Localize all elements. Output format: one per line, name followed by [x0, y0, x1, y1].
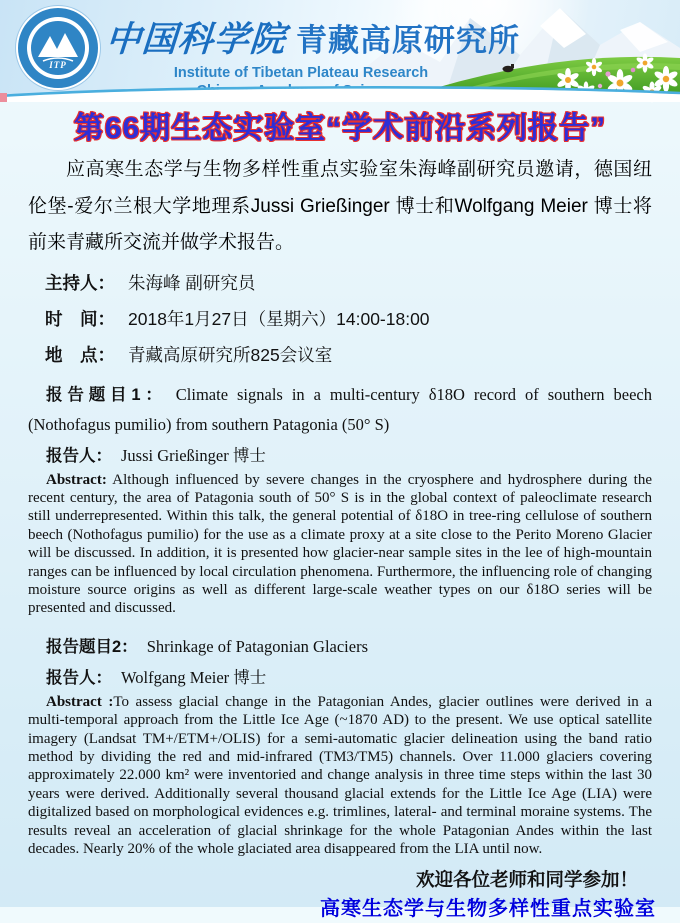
place-value: 青藏高原研究所825会议室 — [128, 344, 333, 365]
talk1-abstract-text: Although influenced by severe changes in the cryosphere and hydrosphere during the recent century, the area of Patagonia south of 50° S is in the global context of paleoclimate research still underrepresented. Within this talk, the general potential of δ18O in tree-ring cellulose of southern beech (Nothofagus pumilio) for the use as a climate proxy at a site close to the Perito Moreno Glacier will be discussed. In addition, it is presented how glacier-near sample sites in the lee of high-mountain ranges can be influenced by local circulation phenomena. Furthermore, the influencing role of changing moisture source origins as well as different large-scale weather types on our δ18O series will be presented and discussed. — [28, 471, 652, 617]
talk1-speaker — [46, 443, 652, 469]
talk2-title-label: 报告题目2： — [46, 637, 138, 656]
talk1-speaker-value: Jussi Grießinger 博士 — [121, 445, 266, 465]
talk1-abstract — [28, 471, 652, 618]
meta-info — [45, 272, 680, 367]
itp-logo — [18, 8, 98, 88]
talk-section-2 — [0, 632, 680, 859]
header-separator-curve — [0, 82, 680, 102]
talk1-title-text: Climate signals in a multi-century δ18O record of southern beech (Nothofagus pumilio) from southern Patagonia (50° S) — [28, 384, 652, 434]
header-banner — [0, 0, 680, 96]
host-label: 主持人： — [45, 272, 115, 293]
talk2-abstract-label: Abstract : — [46, 693, 114, 710]
talk2-speaker-value: Wolfgang Meier 博士 — [121, 667, 267, 687]
talk2-title — [28, 632, 652, 662]
talk2-speaker-label: 报告人： — [46, 668, 112, 687]
page-title: 第66期生态实验室“学术前沿系列报告” — [73, 112, 607, 145]
talk1-title — [28, 380, 652, 440]
talk1-abstract-label: Abstract: — [46, 471, 107, 488]
org-name-itp-cn: 青藏高原研究所 — [296, 23, 521, 58]
intro-paragraph: 应高寒生态学与生物多样性重点实验室朱海峰副研究员邀请，德国纽伦堡-爱尔兰根大学地理系Jussi Grießinger 博士和Wolfgang Meier 博士将前来青藏所交流并做学术报告。 — [28, 159, 652, 253]
place-row — [45, 344, 680, 367]
talk2-title-text: Shrinkage of Patagonian Glaciers — [146, 636, 368, 656]
lab-name-line: 高寒生态学与生物多样性重点实验室 — [320, 898, 656, 921]
time-row — [45, 308, 680, 331]
org-name-cas-cn: 中国科学院 — [104, 20, 288, 59]
talk-section-1 — [0, 380, 680, 618]
talk2-abstract — [28, 693, 652, 859]
place-label: 地 点： — [45, 344, 115, 365]
talk1-speaker-label: 报告人： — [46, 446, 112, 465]
talk2-abstract-text: To assess glacial change in the Patagonian Andes, glacier outlines were derived in a multi-temporal approach from the Little Ice Age (~1870 AD) to the present. We use optical satellite imagery (Landsat TM+/ETM+/OLIS) for a semi-automatic glacier delineation using the band ratio method by dividing the red and mid-infrared (TM3/TM5) channels. Over 11.000 glaciers covering approximately 22.000 km² were inventoried and change analysis in three time steps within the last 30 years were derived. Additionally several thousand glacial extends for the Little Ice Age (LIA) were digitalized based on morphological evidences e.g. trimlines, lateral- and terminal moraine systems. The results reveal an acceleration of glacial shrinkage for the whole Patagonian Andes within the last decades. Nearly 20% of the whole glaciated area disappeared from the LIA until now. — [28, 693, 652, 857]
left-edge-artifact — [0, 93, 7, 102]
talk2-speaker — [46, 665, 652, 691]
welcome-line: 欢迎各位老师和同学参加！ — [415, 869, 638, 891]
org-name-en-line1: Institute of Tibetan Plateau Research — [173, 65, 429, 81]
talk1-title-label: 报告题目1： — [46, 385, 167, 404]
logo-ring — [27, 17, 89, 79]
logo-core — [31, 21, 85, 75]
time-label: 时 间： — [45, 308, 115, 329]
host-row — [45, 272, 680, 295]
time-value: 2018年1月27日（星期六）14:00-18:00 — [128, 308, 430, 329]
logo-itp-text: ITP — [49, 60, 67, 70]
host-value: 朱海峰 副研究员 — [128, 272, 256, 293]
